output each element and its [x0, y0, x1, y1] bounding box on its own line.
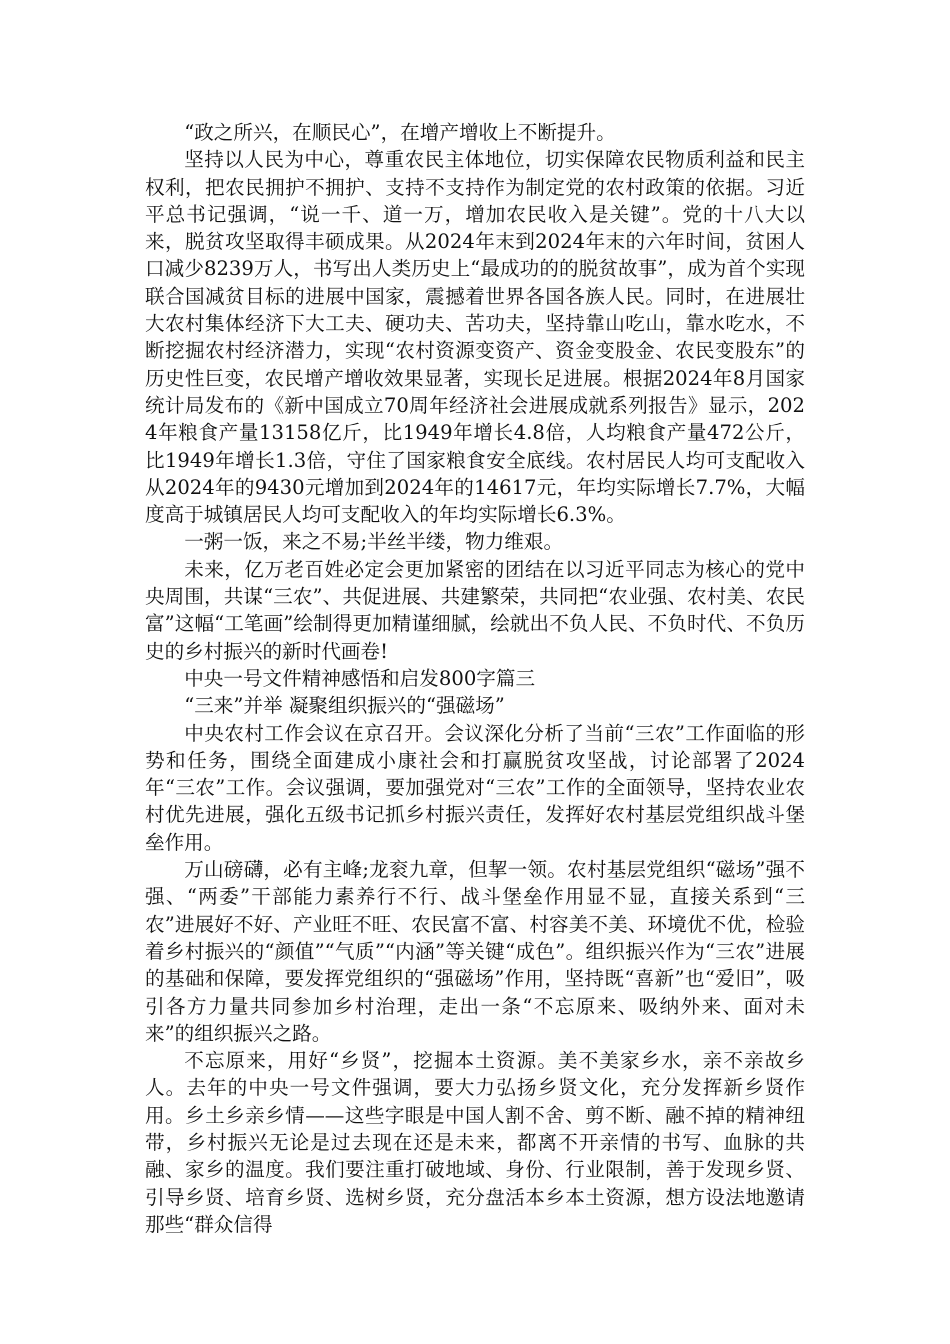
- paragraph-1: “政之所兴，在顺民心”，在增产增收上不断提升。: [184, 121, 616, 144]
- paragraph-7: 不忘原来，用好“乡贤”，挖掘本土资源。美不美家乡水，亲不亲故乡人。去年的中央一号文件强调，要大力弘扬乡贤文化，充分发挥新乡贤作用。乡土乡亲乡情——这些字眼是中国人割不舍、剪不断、融不掉的精神纽带，乡村振兴无论是过去现在还是未来，都离不开亲情的书写、血脉的共融、家乡的温度。我们要注重打破地域、身份、行业限制，善于发现乡贤、引导乡贤、培育乡贤、选树乡贤，充分盘活本乡本土资源，想方设法地邀请那些“群众信得: [145, 1049, 805, 1236]
- section-subtitle: “三来”并举 凝聚组织振兴的“强磁场”: [184, 694, 505, 718]
- paragraph-5: 中央农村工作会议在京召开。会议深化分析了当前“三农”工作面临的形势和任务，围绕全面建成小康社会和打赢脱贫攻坚战，讨论部署了2024年“三农”工作。会议强调，要加强党对“三农”工作的全面领导，坚持农业农村优先进展，强化五级书记抓乡村振兴责任，发挥好农村基层党组织战斗堡垒作用。: [145, 721, 805, 854]
- paragraph-2: 坚持以人民为中心，尊重农民主体地位，切实保障农民物质利益和民主权利，把农民拥护不拥护、支持不支持作为制定党的农村政策的依据。习近平总书记强调，“说一千、道一万，增加农民收入是关键”。党的十八大以来，脱贫攻坚取得丰硕成果。从2024年末到2024年末的六年时间，贫困人口减少8239万人，书写出人类历史上“最成功的的脱贫故事”，成为首个实现联合国减贫目标的进展中国家，震撼着世界各国各族人民。同时，在进展壮大农村集体经济下大工夫、硬功夫、苦功夫，坚持靠山吃山，靠水吃水，不断挖掘农村经济潜力，实现“农村资源变资产、资金变股金、农民变股东”的历史性巨变，农民增产增收效果显著，实现长足进展。根据2024年8月国家统计局发布的《新中国成立70周年经济社会进展成就系列报告》显示，2024年粮食产量13158亿斤，比1949年增长4.8倍，人均粮食产量472公斤，比1949年增长1.3倍，守住了国家粮食安全底线。农村居民人均可支配收入从2024年的9430元增加到2024年的14617元，年均实际增长7.7%，大幅度高于城镇居民人均可支配收入的年均实际增长6.3%。: [145, 148, 805, 527]
- section-heading: 中央一号文件精神感悟和启发800字篇三: [184, 666, 536, 690]
- paragraph-3: 一粥一饭，来之不易;半丝半缕，物力维艰。: [184, 530, 564, 554]
- paragraph-6: 万山磅礴，必有主峰;龙衮九章，但挈一领。农村基层党组织“磁场”强不强、“两委”干部能力素养行不行、战斗堡垒作用显不显，直接关系到“三农”进展好不好、产业旺不旺、农民富不富、村容美不美、环境优不优，检验着乡村振兴的“颜值”“气质”“内涵”等关键“成色”。组织振兴作为“三农”进展的基础和保障，要发挥党组织的“强磁场”作用，坚持既“喜新”也“爱旧”，吸引各方力量共同参加乡村治理，走出一条“不忘原来、吸纳外来、面对未来”的组织振兴之路。: [145, 858, 805, 1045]
- document-page: [145, 119, 805, 1238]
- paragraph-4: 未来，亿万老百姓必定会更加紧密的团结在以习近平同志为核心的党中央周围，共谋“三农”、共促进展、共建繁荣，共同把“农业强、农村美、农民富”这幅“工笔画”绘制得更加精谨细腻，绘就出不负人民、不负时代、不负历史的乡村振兴的新时代画卷!: [145, 557, 805, 663]
